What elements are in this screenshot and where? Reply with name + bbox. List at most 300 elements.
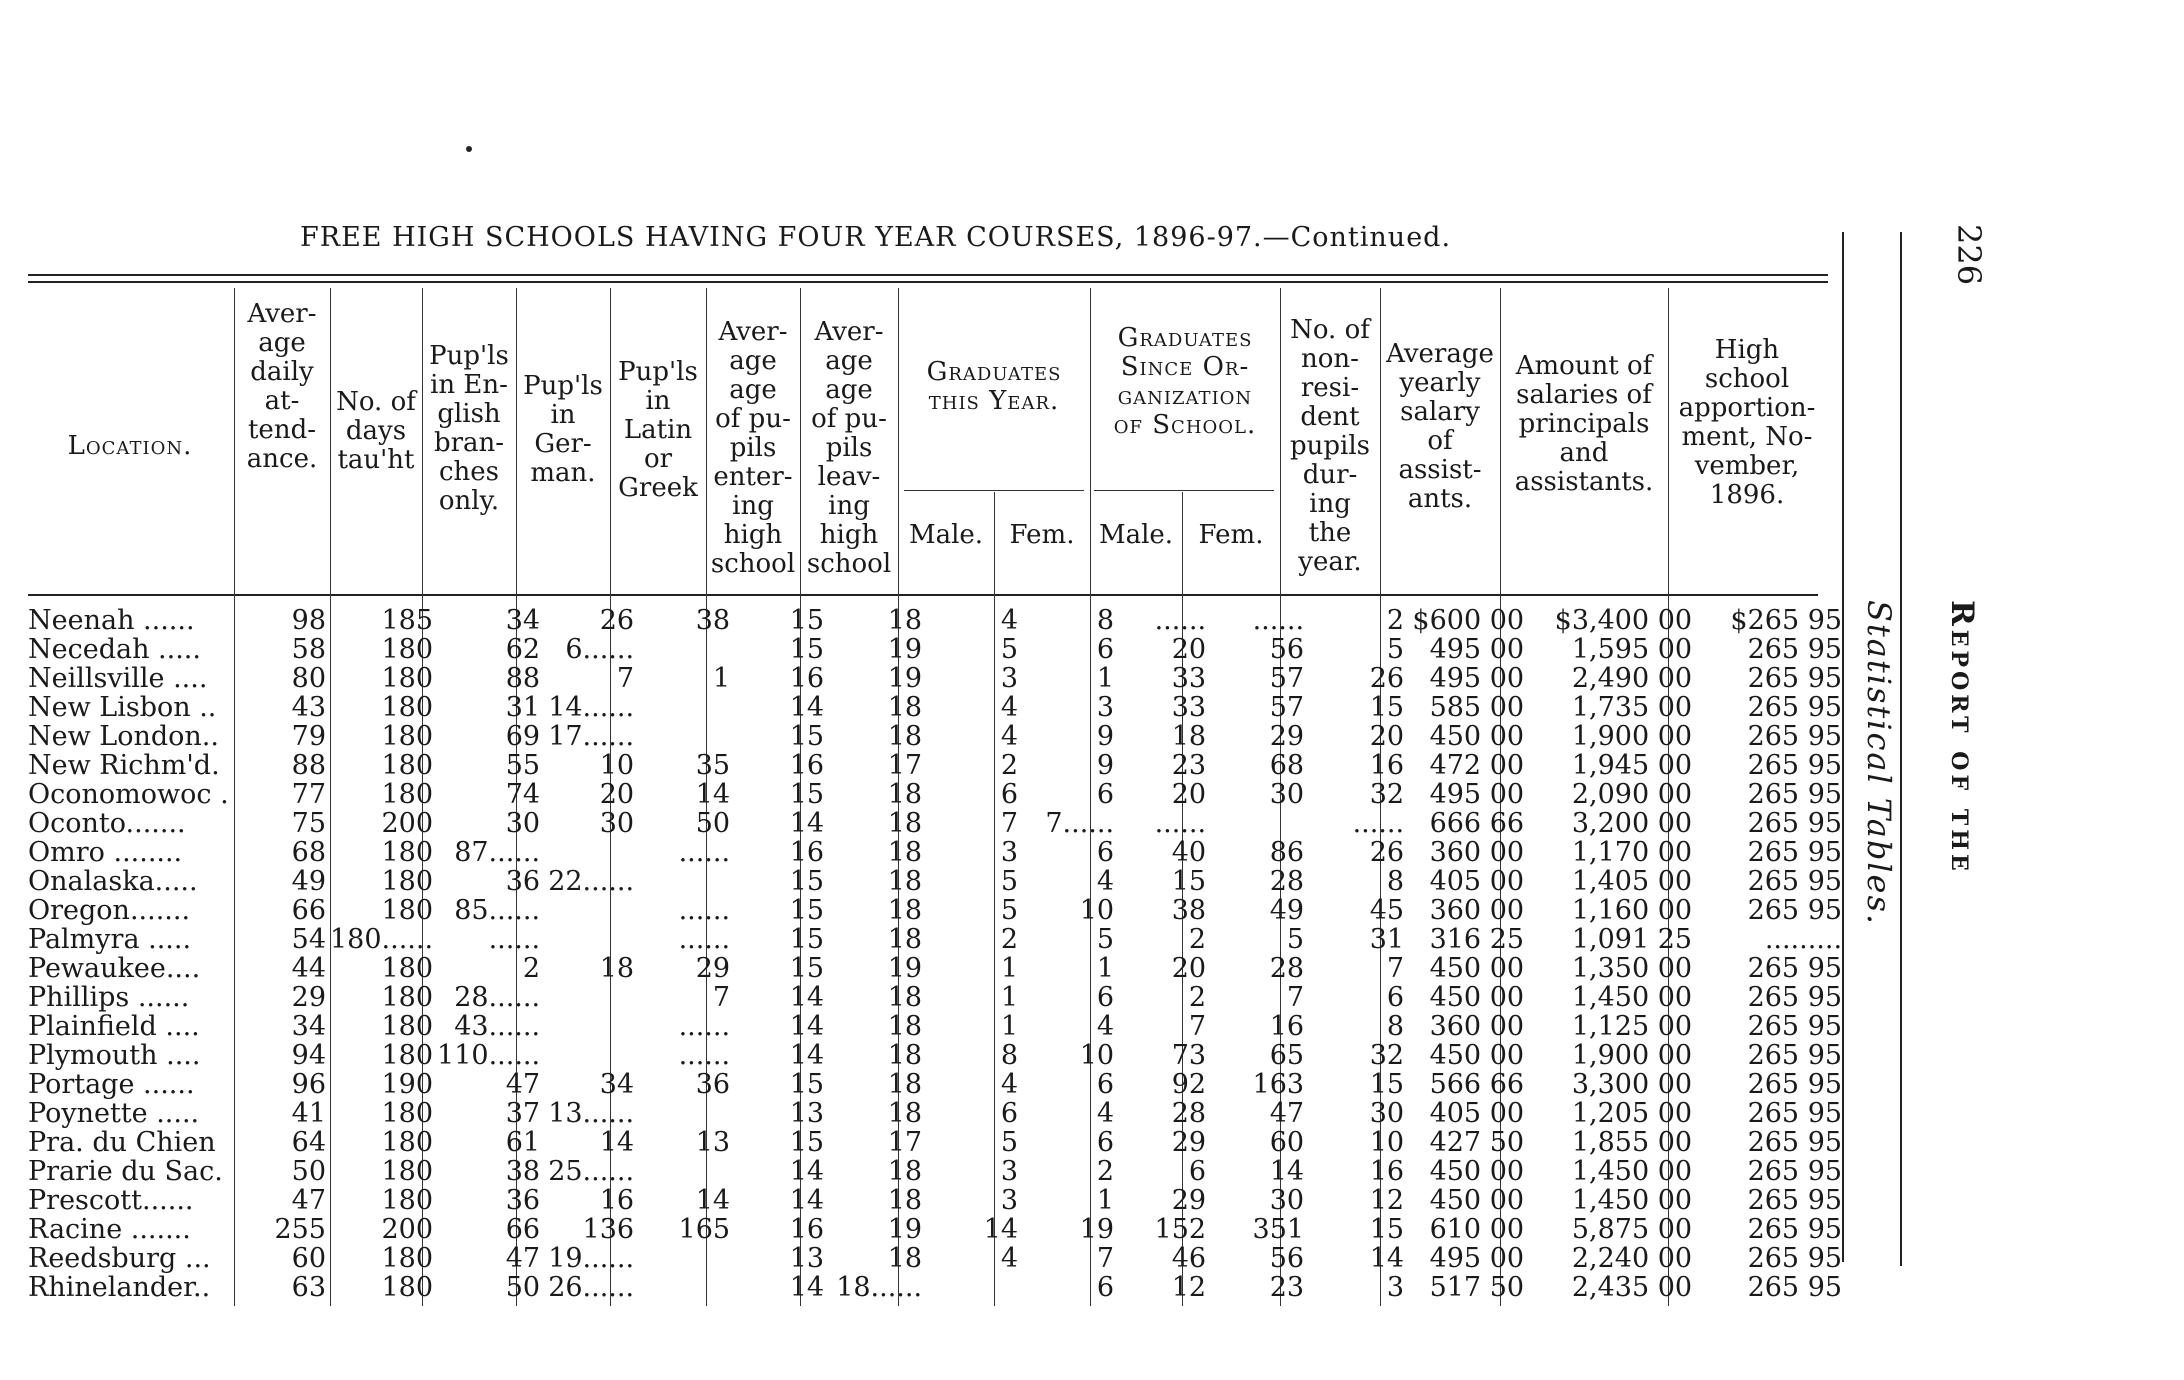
table-cell: 255 — [274, 1215, 326, 1244]
table-cell: 8 — [1000, 1041, 1019, 1070]
table-cell: 80 — [291, 664, 326, 693]
table-cell: ...... — [678, 896, 731, 925]
table-row — [28, 722, 1846, 751]
table-cell: 180 — [381, 780, 434, 809]
table-cell: 30 — [505, 809, 541, 838]
table-cell: 50 — [695, 809, 731, 838]
table-cell: 265 95 — [1747, 954, 1843, 983]
table-cell: 666 66 — [1429, 809, 1525, 838]
table-cell: 1,170 00 — [1571, 838, 1693, 867]
table-cell: 36 — [695, 1070, 731, 1099]
table-cell: 360 00 — [1429, 896, 1525, 925]
table-cell: 450 00 — [1429, 1041, 1525, 1070]
table-cell: 26 — [1369, 664, 1405, 693]
table-cell: 1,450 00 — [1571, 1186, 1693, 1215]
table-cell: 18 — [887, 1041, 923, 1070]
table-cell: 16 — [789, 751, 825, 780]
header-male-this-year: Male. — [908, 520, 984, 550]
table-cell: 4 — [1096, 867, 1115, 896]
table-cell: 33 — [1171, 664, 1207, 693]
table-cell: 427 50 — [1429, 1128, 1525, 1157]
table-cell: 18 — [887, 1012, 923, 1041]
table-cell: 46 — [1171, 1244, 1207, 1273]
table-cell: 15 — [789, 925, 825, 954]
table-cell: 1 — [1000, 1012, 1019, 1041]
table-cell: 180 — [381, 722, 434, 751]
table-cell: 14 — [1369, 1244, 1405, 1273]
table-cell: 8 — [1096, 606, 1115, 635]
table-row — [28, 1157, 1846, 1186]
header-salary: Average yearly salary of assist- ants. — [1386, 339, 1494, 514]
table-cell: 7 — [1000, 809, 1019, 838]
table-cell: 36 — [505, 1186, 541, 1215]
table-cell: 16 — [789, 838, 825, 867]
table-cell: 7 — [1386, 954, 1405, 983]
table-cell — [638, 867, 734, 896]
table-cell: 66 — [291, 896, 326, 925]
table-cell: 16 — [1269, 1012, 1305, 1041]
table-cell: 265 95 — [1747, 1244, 1843, 1273]
table-cell: 1 — [712, 664, 731, 693]
side-rule — [1842, 232, 1844, 1262]
header-fem-since: Fem. — [1198, 520, 1264, 550]
table-cell: 4 — [1000, 693, 1019, 722]
table-cell: 5 — [1000, 635, 1019, 664]
table-cell: 190 — [381, 1070, 434, 1099]
table-cell: 3 — [1386, 1273, 1405, 1302]
table-cell — [544, 925, 638, 954]
table-cell: 3,300 00 — [1571, 1070, 1693, 1099]
table-cell: 585 00 — [1429, 693, 1525, 722]
table-cell: 14 — [789, 1041, 825, 1070]
table-cell: 87...... — [454, 838, 541, 867]
table-cell: 54 — [291, 925, 326, 954]
location-cell: Phillips ...... — [28, 983, 190, 1012]
table-cell: 55 — [505, 751, 541, 780]
table-cell: 1,091 25 — [1571, 925, 1693, 954]
table-row — [28, 1099, 1846, 1128]
table-cell: 60 — [291, 1244, 326, 1273]
graduates-since-rule — [1094, 490, 1274, 491]
table-cell: 10 — [1079, 896, 1115, 925]
table-cell: 18 — [887, 1070, 923, 1099]
table-cell: 16 — [789, 664, 825, 693]
table-cell: 14 — [789, 809, 825, 838]
table-cell: 495 00 — [1429, 1244, 1525, 1273]
table-cell: 47 — [291, 1186, 326, 1215]
table-cell: 1,595 00 — [1571, 635, 1693, 664]
graduates-this-year-rule — [904, 490, 1084, 491]
table-cell: 49 — [1269, 896, 1305, 925]
table-cell: 73 — [1171, 1041, 1207, 1070]
table-cell: 5 — [1096, 925, 1115, 954]
table-cell — [638, 635, 734, 664]
table-row — [28, 896, 1846, 925]
table-cell: 20 — [1171, 954, 1207, 983]
table-cell: 2 — [1000, 925, 1019, 954]
table-cell: 15 — [789, 1070, 825, 1099]
table-cell: 10 — [1079, 1041, 1115, 1070]
table-cell: 1,855 00 — [1571, 1128, 1693, 1157]
table-cell: 68 — [1269, 751, 1305, 780]
header-attendance: Aver- age daily at- tend- ance. — [246, 299, 318, 474]
location-cell: Onalaska..... — [28, 867, 198, 896]
table-cell: 136 — [582, 1215, 635, 1244]
table-row — [28, 1273, 1846, 1302]
table-cell: 50 — [291, 1157, 326, 1186]
table-cell: 2,240 00 — [1571, 1244, 1693, 1273]
table-cell: 14 — [789, 1186, 825, 1215]
table-cell: 265 95 — [1747, 751, 1843, 780]
table-cell: 4 — [1000, 722, 1019, 751]
table-cell: 37 — [505, 1099, 541, 1128]
location-cell: Reedsburg ... — [28, 1244, 211, 1273]
header-apportionment: High school apportion- ment, No- vember, 1896. — [1678, 335, 1816, 510]
table-cell: 30 — [1269, 1186, 1305, 1215]
table-cell: 6 — [1096, 1273, 1115, 1302]
table-cell: 163 — [1252, 1070, 1305, 1099]
table-cell: 18 — [887, 1186, 923, 1215]
table-cell: 18 — [887, 1157, 923, 1186]
table-cell: 12 — [1171, 1273, 1207, 1302]
table-cell: 15 — [789, 722, 825, 751]
table-cell — [544, 838, 638, 867]
table-cell: 47 — [1269, 1099, 1305, 1128]
table-cell: 180 — [381, 1041, 434, 1070]
location-cell: Prescott...... — [28, 1186, 194, 1215]
table-cell — [638, 1273, 734, 1302]
table-cell: 8 — [1386, 1012, 1405, 1041]
table-cell: 15 — [789, 780, 825, 809]
header-english: Pup'ls in En- glish bran- ches only. — [429, 341, 509, 516]
table-cell: 5 — [1000, 1128, 1019, 1157]
location-cell: Pewaukee.... — [28, 954, 201, 983]
location-cell: Plainfield .... — [28, 1012, 200, 1041]
table-cell: 13 — [789, 1099, 825, 1128]
table-cell: 18 — [887, 867, 923, 896]
table-cell: 265 95 — [1747, 693, 1843, 722]
table-cell: 16 — [599, 1186, 635, 1215]
table-cell: 15 — [789, 954, 825, 983]
table-cell: 7...... — [1045, 809, 1115, 838]
table-row — [28, 635, 1846, 664]
table-cell: 31 — [505, 693, 541, 722]
header-amount: Amount of salaries of principals and assistants. — [1514, 351, 1654, 497]
table-cell: 4 — [1000, 1244, 1019, 1273]
table-cell — [638, 693, 734, 722]
table-cell: 68 — [291, 838, 326, 867]
table-cell: 45 — [1369, 896, 1405, 925]
table-cell: 18 — [887, 983, 923, 1012]
table-cell: 18 — [599, 954, 635, 983]
header-location: Location. — [67, 431, 193, 461]
table-cell: 6 — [1386, 983, 1405, 1012]
table-cell: 265 95 — [1747, 1273, 1843, 1302]
table-cell: 2,435 00 — [1571, 1273, 1693, 1302]
table-cell: 265 95 — [1747, 896, 1843, 925]
table-cell: 18 — [887, 722, 923, 751]
page-title: FREE HIGH SCHOOLS HAVING FOUR YEAR COURSES, 1896-97.—Continued. — [300, 222, 1452, 253]
table-cell: 38 — [505, 1157, 541, 1186]
table-cell: 5 — [1000, 896, 1019, 925]
table-row — [28, 1128, 1846, 1157]
table-cell: 4 — [1000, 606, 1019, 635]
table-cell: 6...... — [565, 635, 635, 664]
header-rule — [28, 594, 1818, 596]
table-cell: 5,875 00 — [1571, 1215, 1693, 1244]
table-cell: 180 — [381, 1128, 434, 1157]
table-cell: 1,450 00 — [1571, 1157, 1693, 1186]
table-cell: 20 — [1171, 635, 1207, 664]
location-cell: New Richm'd. — [28, 751, 220, 780]
table-cell: 1,900 00 — [1571, 1041, 1693, 1070]
table-cell: 450 00 — [1429, 1157, 1525, 1186]
table-cell: ...... — [678, 1041, 731, 1070]
location-cell: Palmyra ..... — [28, 925, 192, 954]
table-cell: 15 — [1369, 1215, 1405, 1244]
table-row — [28, 954, 1846, 983]
table-cell: 47 — [505, 1244, 541, 1273]
table-cell: 26 — [599, 606, 635, 635]
table-cell: 4 — [1096, 1012, 1115, 1041]
table-cell: 14...... — [548, 693, 635, 722]
table-cell: 17 — [887, 1128, 923, 1157]
table-cell: 517 50 — [1429, 1273, 1525, 1302]
table-cell: 29 — [1171, 1186, 1207, 1215]
table-cell: 180 — [381, 983, 434, 1012]
location-cell: Neillsville .... — [28, 664, 208, 693]
table-cell: 450 00 — [1429, 954, 1525, 983]
table-cell: 180 — [381, 1186, 434, 1215]
table-cell: 9 — [1096, 722, 1115, 751]
location-cell: New Lisbon .. — [28, 693, 217, 722]
table-cell: 75 — [291, 809, 326, 838]
table-cell: 180...... — [330, 925, 434, 954]
table-cell: 14 — [789, 1273, 825, 1302]
table-cell: 14 — [1269, 1157, 1305, 1186]
table-cell: 15 — [789, 867, 825, 896]
table-cell: 9 — [1096, 751, 1115, 780]
table-cell: 6 — [1096, 983, 1115, 1012]
table-cell: 3 — [1096, 693, 1115, 722]
table-cell: 29 — [1269, 722, 1305, 751]
top-rule-thin — [28, 281, 1828, 283]
header-german: Pup'ls in Ger- man. — [523, 371, 603, 488]
table-cell: 47 — [505, 1070, 541, 1099]
table-row — [28, 1244, 1846, 1273]
table-cell: 265 95 — [1747, 983, 1843, 1012]
table-cell: 180 — [381, 1244, 434, 1273]
table-cell: 17 — [887, 751, 923, 780]
table-cell: 110...... — [437, 1041, 541, 1070]
table-cell: 14 — [695, 780, 731, 809]
table-cell: 65 — [1269, 1041, 1305, 1070]
table-cell: 450 00 — [1429, 1186, 1525, 1215]
table-cell — [544, 1041, 638, 1070]
table-cell: 6 — [1096, 1128, 1115, 1157]
table-cell: 69 — [505, 722, 541, 751]
table-row — [28, 925, 1846, 954]
location-cell: Oregon....... — [28, 896, 191, 925]
table-cell: 34 — [599, 1070, 635, 1099]
table-cell: 57 — [1269, 693, 1305, 722]
table-cell — [638, 722, 734, 751]
table-row — [28, 606, 1846, 635]
table-cell: 19 — [887, 664, 923, 693]
table-cell: 165 — [678, 1215, 731, 1244]
table-cell: 13 — [789, 1244, 825, 1273]
table-cell — [638, 1244, 734, 1273]
table-cell: 180 — [381, 954, 434, 983]
table-cell: 360 00 — [1429, 838, 1525, 867]
table-cell: 19 — [887, 635, 923, 664]
table-cell: 5 — [1286, 925, 1305, 954]
page-number: 226 — [1950, 224, 1988, 286]
header-days: No. of days tau'ht — [336, 387, 416, 475]
table-cell: 180 — [381, 1099, 434, 1128]
table-cell — [638, 1157, 734, 1186]
top-rule — [28, 274, 1828, 276]
table-cell: 15 — [1369, 1070, 1405, 1099]
table-cell: 2 — [1000, 751, 1019, 780]
table-row — [28, 1186, 1846, 1215]
header-nonresident: No. of non- resi- dent pupils dur- ing the year. — [1289, 315, 1370, 577]
table-cell: 316 25 — [1429, 925, 1525, 954]
table-cell: 265 95 — [1747, 809, 1843, 838]
table-cell: 30 — [599, 809, 635, 838]
table-cell: 2 — [1096, 1157, 1115, 1186]
table-row — [28, 809, 1846, 838]
table-cell: 18 — [887, 693, 923, 722]
table-cell: 29 — [291, 983, 326, 1012]
table-cell: 1 — [1096, 664, 1115, 693]
location-cell: Racine ....... — [28, 1215, 191, 1244]
table-cell: 32 — [1369, 780, 1405, 809]
table-cell: 32 — [1369, 1041, 1405, 1070]
table-cell: 63 — [291, 1273, 326, 1302]
table-row — [28, 983, 1846, 1012]
table-row — [28, 664, 1846, 693]
table-cell: 5 — [1386, 635, 1405, 664]
table-cell: ...... — [1352, 809, 1405, 838]
table-cell: 14 — [789, 693, 825, 722]
table-cell: 13 — [695, 1128, 731, 1157]
table-cell: 18 — [887, 838, 923, 867]
table-cell: 29 — [695, 954, 731, 983]
table-cell: $265 95 — [1730, 606, 1843, 635]
table-cell: 60 — [1269, 1128, 1305, 1157]
table-cell: 77 — [291, 780, 326, 809]
table-cell: 86 — [1269, 838, 1305, 867]
table-cell: 30 — [1369, 1099, 1405, 1128]
table-cell: 8 — [1386, 867, 1405, 896]
table-cell: 38 — [1171, 896, 1207, 925]
table-cell: 15 — [789, 1128, 825, 1157]
table-cell: 6 — [1000, 1099, 1019, 1128]
table-cell: 28 — [1171, 1099, 1207, 1128]
table-cell: 405 00 — [1429, 1099, 1525, 1128]
table-cell — [544, 983, 638, 1012]
table-cell: 7 — [1188, 1012, 1207, 1041]
table-cell: 265 95 — [1747, 1041, 1843, 1070]
header-male-since: Male. — [1098, 520, 1174, 550]
table-cell: 1 — [1000, 954, 1019, 983]
table-cell: 29 — [1171, 1128, 1207, 1157]
table-cell: 1 — [1096, 1186, 1115, 1215]
table-cell: 200 — [381, 1215, 434, 1244]
table-cell: 351 — [1252, 1215, 1305, 1244]
table-cell: 61 — [505, 1128, 541, 1157]
data-table — [28, 606, 1846, 1302]
table-cell: 2,490 00 — [1571, 664, 1693, 693]
table-cell: 4 — [1096, 1099, 1115, 1128]
table-cell: 2,090 00 — [1571, 780, 1693, 809]
table-cell: 3 — [1000, 1186, 1019, 1215]
table-cell: 26...... — [548, 1273, 635, 1302]
table-cell: 15 — [789, 606, 825, 635]
table-row — [28, 693, 1846, 722]
table-cell: 22...... — [548, 867, 635, 896]
table-cell: 15 — [1171, 867, 1207, 896]
table-cell: 15 — [789, 635, 825, 664]
table-cell: 12 — [1369, 1186, 1405, 1215]
table-cell: 265 95 — [1747, 867, 1843, 896]
table-cell: 13...... — [548, 1099, 635, 1128]
table-cell: 180 — [381, 896, 434, 925]
table-cell: 10 — [1369, 1128, 1405, 1157]
table-cell: 33 — [1171, 693, 1207, 722]
location-cell: Prarie du Sac. — [28, 1157, 223, 1186]
table-cell: 94 — [291, 1041, 326, 1070]
table-cell: 360 00 — [1429, 1012, 1525, 1041]
table-cell: 1,160 00 — [1571, 896, 1693, 925]
header-age-leaving: Aver- age age of pu- pils leav- ing high school — [806, 317, 892, 579]
table-cell: 1,350 00 — [1571, 954, 1693, 983]
table-cell: 1,945 00 — [1571, 751, 1693, 780]
table-cell: 200 — [381, 809, 434, 838]
table-cell: 7 — [1096, 1244, 1115, 1273]
table-cell: 566 66 — [1429, 1070, 1525, 1099]
table-cell: 34 — [291, 1012, 326, 1041]
table-cell: 41 — [291, 1099, 326, 1128]
table-cell: 185 — [381, 606, 434, 635]
location-cell: Oconto....... — [28, 809, 186, 838]
table-cell: 98 — [291, 606, 326, 635]
table-cell: 2 — [522, 954, 541, 983]
table-cell: 265 95 — [1747, 635, 1843, 664]
table-cell: 66 — [505, 1215, 541, 1244]
table-cell: 20 — [1171, 780, 1207, 809]
table-cell: 43 — [291, 693, 326, 722]
location-cell: Neenah ...... — [28, 606, 195, 635]
table-cell: 6 — [1000, 780, 1019, 809]
table-cell: 85...... — [454, 896, 541, 925]
table-cell: 2 — [1188, 983, 1207, 1012]
table-cell: 18 — [887, 1244, 923, 1273]
table-cell: $600 00 — [1412, 606, 1525, 635]
table-cell: 6 — [1188, 1157, 1207, 1186]
table-cell — [638, 1099, 734, 1128]
side-label-statistical-tables: Statistical Tables. — [1860, 600, 1898, 927]
table-cell: 180 — [381, 1157, 434, 1186]
table-cell: 450 00 — [1429, 983, 1525, 1012]
table-row — [28, 1070, 1846, 1099]
table-cell: 6 — [1096, 635, 1115, 664]
table-cell: 18 — [1171, 722, 1207, 751]
table-cell: ...... — [488, 925, 541, 954]
table-cell: 472 00 — [1429, 751, 1525, 780]
table-cell: 6 — [1096, 780, 1115, 809]
